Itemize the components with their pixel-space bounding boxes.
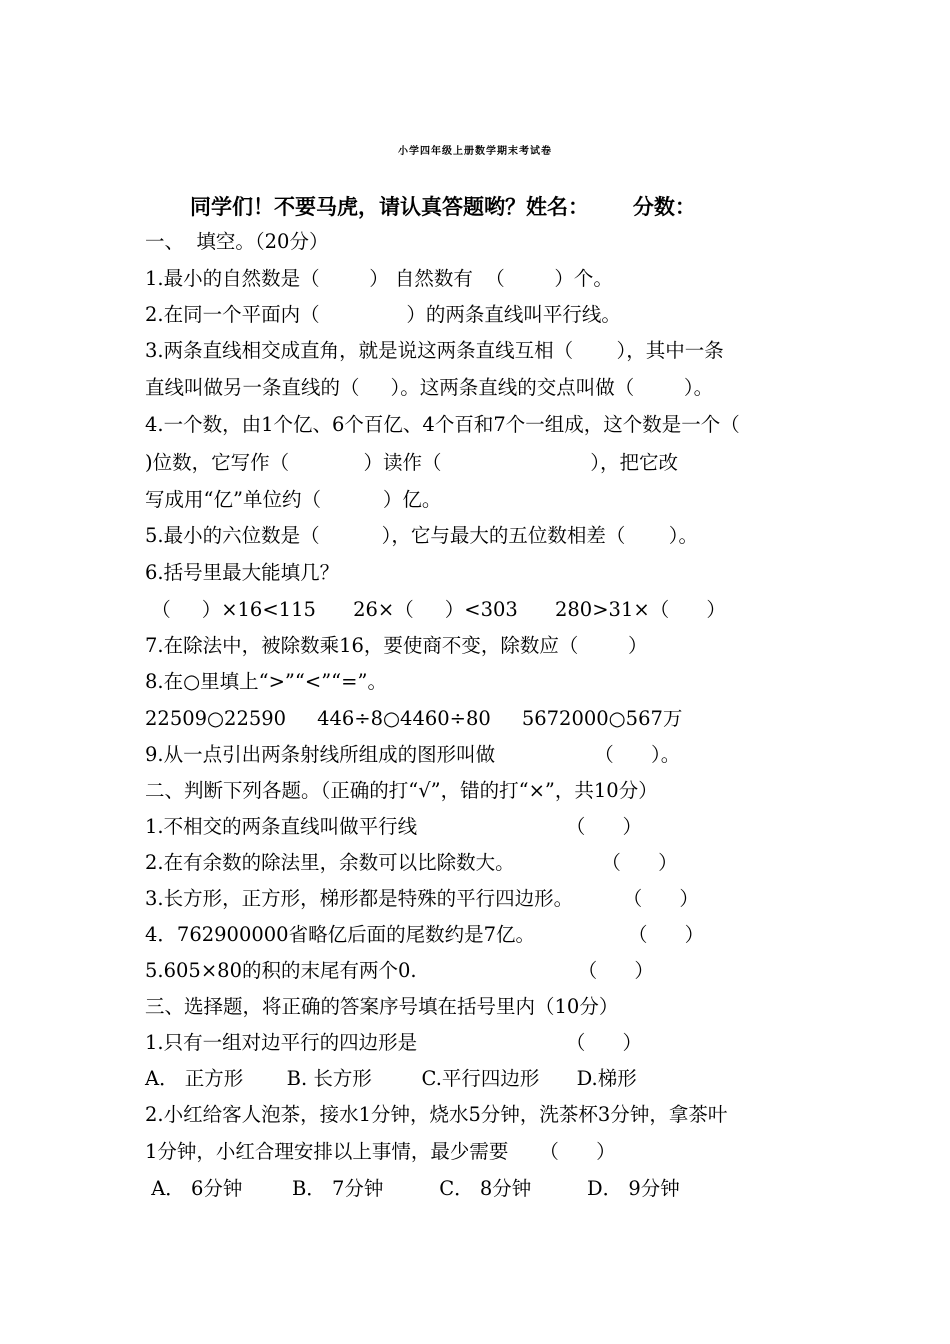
exam-title: 小学四年级上册数学期末考试卷 [398, 146, 552, 157]
choice-q1: 1.只有一组对边平行的四边形是 （ ） [145, 1031, 643, 1054]
fill-q8: 8.在○里填上“>”“<”“=”。 [145, 670, 387, 693]
choice-q2-options: A． 6分钟 B． 7分钟 C． 8分钟 D． 9分钟 [145, 1177, 680, 1200]
fill-q4-line1: 4.一个数，由1个亿、6个百亿、4个百和7个一组成，这个数是一个（ [145, 413, 740, 436]
judge-q5: 5.605×80的积的末尾有两个0. （ ） [145, 959, 654, 982]
exam-subtitle: 同学们！不要马虎，请认真答题哟？姓名： 分数： [190, 195, 696, 219]
judge-q2: 2.在有余数的除法里，余数可以比除数大。 （ ） [145, 851, 678, 874]
choice-q2-line2: 1分钟，小红合理安排以上事情，最少需要 （ ） [145, 1140, 616, 1163]
fill-q9: 9.从一点引出两条射线所组成的图形叫做 （ ）。 [145, 743, 681, 766]
fill-q5: 5.最小的六位数是（ ），它与最大的五位数相差（ ）。 [145, 524, 698, 547]
fill-q7: 7.在除法中，被除数乘16，要使商不变，除数应（ ） [145, 634, 648, 657]
fill-q4-line2: )位数，它写作（ ）读作（ ），把它改 [145, 451, 679, 474]
fill-q6-items: （ ）×16<115 26×（ ）<303 280>31×（ ） [145, 598, 726, 621]
fill-q4-line3: 写成用“亿”单位约（ ）亿。 [145, 488, 442, 511]
judge-q4: 4．762900000省略亿后面的尾数约是7亿。 （ ） [145, 923, 705, 946]
fill-q6: 6.括号里最大能填几？ [145, 561, 340, 584]
fill-q3-line1: 3.两条直线相交成直角，就是说这两条直线互相（ ），其中一条 [145, 339, 724, 362]
section-judge-heading: 二、判断下列各题。（正确的打“√”，错的打“×”，共10分） [145, 779, 658, 802]
choice-q2-line1: 2.小红给客人泡茶，接水1分钟，烧水5分钟，洗茶杯3分钟，拿茶叶 [145, 1103, 728, 1126]
judge-q3: 3.长方形，正方形，梯形都是特殊的平行四边形。 （ ） [145, 887, 699, 910]
fill-q1: 1.最小的自然数是（ ） 自然数有 （ ）个。 [145, 267, 613, 290]
section-fill-heading: 一、 填空。（20分） [145, 230, 329, 253]
judge-q1: 1.不相交的两条直线叫做平行线 （ ） [145, 815, 643, 838]
fill-q3-line2: 直线叫做另一条直线的（ ）。这两条直线的交点叫做（ ）。 [145, 376, 714, 399]
choice-q1-options: A． 正方形 B. 长方形 C.平行四边形 D.梯形 [145, 1067, 637, 1090]
section-choice-heading: 三、选择题，将正确的答案序号填在括号里内（10分） [145, 995, 619, 1018]
fill-q2: 2.在同一个平面内（ ）的两条直线叫平行线。 [145, 303, 621, 326]
fill-q8-items: 22509○22590 446÷8○4460÷80 5672000○567万 [145, 707, 683, 730]
